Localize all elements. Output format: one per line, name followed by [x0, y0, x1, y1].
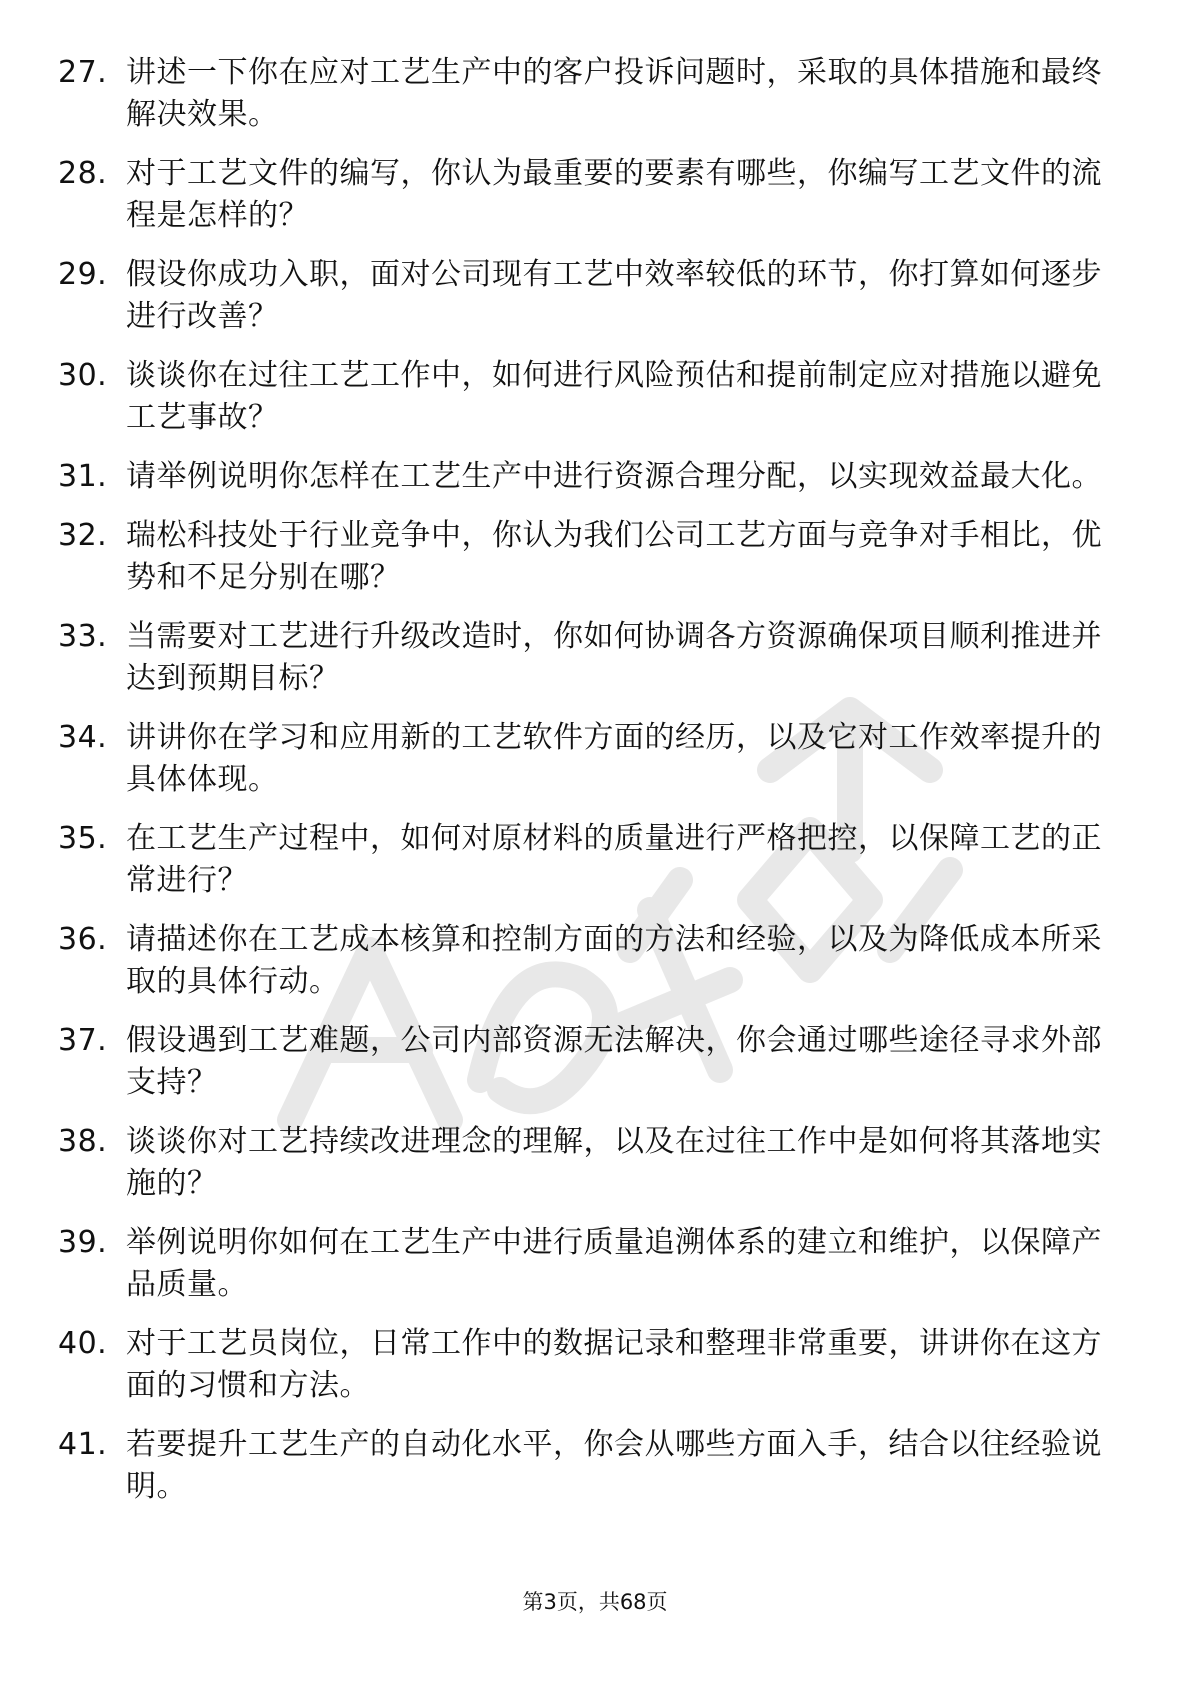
question-item-36	[58, 919, 1118, 1003]
question-text: 讲讲你在学习和应用新的工艺软件方面的经历，以及它对工作效率提升的具体体现。	[126, 720, 1102, 797]
question-text: 谈谈你对工艺持续改进理念的理解，以及在过往工作中是如何将其落地实施的？	[126, 1124, 1102, 1201]
question-item-35	[58, 818, 1118, 902]
question-item-40	[58, 1323, 1118, 1407]
question-number: 28.	[58, 156, 108, 191]
question-number: 32.	[58, 518, 108, 553]
question-number: 31.	[58, 459, 108, 494]
question-item-28	[58, 153, 1118, 237]
question-number: 33.	[58, 619, 108, 654]
question-item-41	[58, 1424, 1118, 1508]
question-text: 讲述一下你在应对工艺生产中的客户投诉问题时，采取的具体措施和最终解决效果。	[126, 55, 1102, 132]
question-number: 40.	[58, 1326, 108, 1361]
question-number: 39.	[58, 1225, 108, 1260]
question-number: 29.	[58, 257, 108, 292]
question-text: 举例说明你如何在工艺生产中进行质量追溯体系的建立和维护，以保障产品质量。	[126, 1225, 1102, 1302]
question-text: 在工艺生产过程中，如何对原材料的质量进行严格把控，以保障工艺的正常进行？	[126, 821, 1102, 898]
question-text: 瑞松科技处于行业竞争中，你认为我们公司工艺方面与竞争对手相比，优势和不足分别在哪？	[126, 518, 1102, 595]
question-item-34	[58, 717, 1118, 801]
question-number: 38.	[58, 1124, 108, 1159]
question-number: 30.	[58, 358, 108, 393]
question-text: 假设你成功入职，面对公司现有工艺中效率较低的环节，你打算如何逐步进行改善？	[126, 257, 1102, 334]
question-item-39	[58, 1222, 1118, 1306]
question-text: 请描述你在工艺成本核算和控制方面的方法和经验，以及为降低成本所采取的具体行动。	[126, 922, 1102, 999]
question-item-37	[58, 1020, 1118, 1104]
question-item-38	[58, 1121, 1118, 1205]
question-number: 36.	[58, 922, 108, 957]
question-text: 当需要对工艺进行升级改造时，你如何协调各方资源确保项目顺利推进并达到预期目标？	[126, 619, 1102, 696]
question-item-29	[58, 254, 1118, 338]
question-item-32	[58, 515, 1118, 599]
question-text: 若要提升工艺生产的自动化水平，你会从哪些方面入手，结合以往经验说明。	[126, 1427, 1102, 1504]
question-item-30	[58, 355, 1118, 439]
question-item-27	[58, 52, 1118, 136]
question-text: 请举例说明你怎样在工艺生产中进行资源合理分配，以实现效益最大化。	[126, 459, 1102, 494]
question-text: 谈谈你在过往工艺工作中，如何进行风险预估和提前制定应对措施以避免工艺事故？	[126, 358, 1102, 435]
question-item-33	[58, 616, 1118, 700]
question-item-31	[58, 456, 1118, 498]
question-list	[58, 52, 1118, 1525]
question-number: 41.	[58, 1427, 108, 1462]
page-number-label: 第3页，共68页	[522, 1590, 668, 1614]
question-number: 37.	[58, 1023, 108, 1058]
question-text: 假设遇到工艺难题，公司内部资源无法解决，你会通过哪些途径寻求外部支持？	[126, 1023, 1102, 1100]
question-text: 对于工艺文件的编写，你认为最重要的要素有哪些，你编写工艺文件的流程是怎样的？	[126, 156, 1102, 233]
question-number: 27.	[58, 55, 108, 90]
page-footer	[0, 1586, 1190, 1616]
question-number: 34.	[58, 720, 108, 755]
question-text: 对于工艺员岗位，日常工作中的数据记录和整理非常重要，讲讲你在这方面的习惯和方法。	[126, 1326, 1102, 1403]
question-number: 35.	[58, 821, 108, 856]
